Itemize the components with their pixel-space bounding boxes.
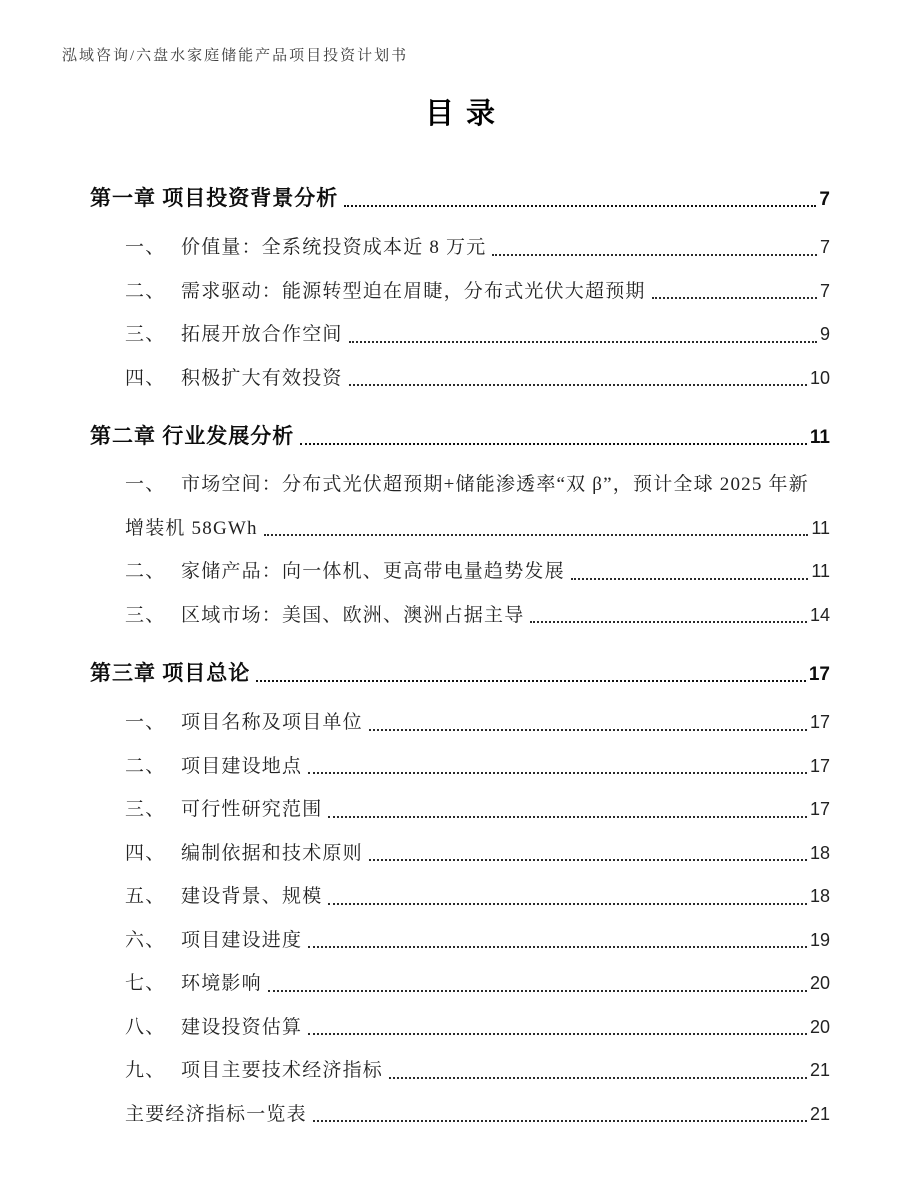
toc-item-row[interactable] [90,594,830,638]
item-number: 五、 [125,886,166,907]
item-label: 积极扩大有效投资 [181,367,343,389]
item-number: 二、 [125,280,166,302]
toc-item-row[interactable] [90,788,830,832]
item-number: 二、 [125,561,166,582]
page-number: 18 [809,842,830,863]
toc-chapter-row[interactable] [90,647,830,701]
item-number: 一、 [125,237,166,258]
toc-item-row[interactable] [90,1049,830,1093]
item-label: 市场空间：分布式光伏超预期+储能渗透率“双 β”，预计全球 2025 年新 [181,474,809,495]
toc-item-row[interactable] [90,832,830,876]
page-number: 17 [809,712,830,732]
item-number: 七、 [125,973,166,994]
page-number: 10 [809,367,830,388]
page-number: 20 [809,1016,830,1037]
page-number: 7 [819,280,830,301]
item-label-continuation: 增装机 58GWh [125,517,258,539]
dot-leader [256,680,806,682]
chapter-label: 第三章 项目总论 [90,661,251,685]
toc-item-row[interactable] [90,745,830,789]
item-label: 项目主要技术经济指标 [181,1060,384,1081]
item-number: 一、 [125,712,166,733]
toc-item-row[interactable] [90,464,830,507]
dot-leader [530,621,807,623]
dot-leader [349,341,817,343]
item-label: 区域市场：美国、欧洲、澳洲占据主导 [181,604,525,626]
dot-leader [308,1033,807,1035]
toc-item-row[interactable] [90,1006,830,1050]
dot-leader [369,859,807,861]
page-number: 17 [809,799,830,819]
item-label: 建设投资估算 [181,1016,303,1038]
item-number: 三、 [125,324,166,345]
toc-chapter-row[interactable] [90,410,830,464]
item-label: 可行性研究范围 [181,799,323,820]
item-number: 六、 [125,929,166,951]
item-number: 三、 [125,799,166,820]
item-label: 项目名称及项目单位 [181,712,363,733]
page-number: 11 [811,517,830,538]
dot-leader [571,578,809,580]
item-label: 拓展开放合作空间 [181,324,343,345]
toc-item-row[interactable] [90,226,830,270]
page-number: 7 [819,237,830,257]
item-label: 项目建设进度 [181,929,303,951]
page-number: 17 [808,664,830,685]
dot-leader [264,534,809,536]
toc-item-row[interactable] [90,701,830,745]
page-number: 7 [819,189,830,210]
table-of-contents [90,172,830,1136]
page-number: 21 [809,1103,830,1124]
toc-title: 目录 [424,98,507,130]
toc-item-row[interactable] [90,875,830,919]
item-label: 需求驱动：能源转型迫在眉睫，分布式光伏大超预期 [181,280,646,302]
page-number: 20 [809,973,830,993]
item-label: 价值量：全系统投资成本近 8 万元 [181,237,487,258]
item-label: 环境影响 [181,973,262,994]
dot-leader [369,729,807,731]
page-number: 21 [809,1060,830,1080]
document-header: 泓域咨询/六盘水家庭储能产品项目投资计划书 [62,48,409,64]
dot-leader [328,903,807,905]
item-number: 一、 [125,474,166,495]
item-number: 四、 [125,842,166,864]
page-number: 19 [809,929,830,950]
item-number: 二、 [125,755,166,777]
item-label: 建设背景、规模 [181,886,323,907]
item-number: 八、 [125,1016,166,1038]
dot-leader [300,443,807,445]
page-number: 17 [809,755,830,776]
dot-leader [308,946,807,948]
toc-item-row[interactable] [90,357,830,401]
chapter-label: 第一章 项目投资背景分析 [90,186,339,210]
dot-leader [328,816,807,818]
toc-item-row[interactable] [90,1093,830,1137]
item-label: 项目建设地点 [181,755,303,777]
item-label: 编制依据和技术原则 [181,842,363,864]
dot-leader [344,205,816,207]
page-number: 11 [809,427,830,448]
chapter-label: 第二章 行业发展分析 [90,424,295,448]
toc-item-row[interactable] [90,919,830,963]
page-number: 11 [811,561,830,581]
toc-chapter-row[interactable] [90,172,830,226]
toc-item-row[interactable] [90,550,830,594]
item-label: 家储产品：向一体机、更高带电量趋势发展 [181,561,565,582]
item-label: 主要经济指标一览表 [125,1103,307,1125]
dot-leader [349,384,807,386]
dot-leader [652,297,817,299]
dot-leader [389,1077,807,1079]
page-number: 18 [809,886,830,906]
item-number: 四、 [125,367,166,389]
dot-leader [313,1120,807,1122]
page-number: 9 [819,324,830,344]
toc-item-row[interactable] [90,962,830,1006]
dot-leader [492,254,817,256]
dot-leader [308,772,807,774]
toc-item-row[interactable] [90,313,830,357]
page-number: 14 [809,604,830,625]
item-number: 九、 [125,1060,166,1081]
toc-item-row[interactable] [90,270,830,314]
item-number: 三、 [125,604,166,626]
toc-item-row-continuation[interactable] [90,507,830,551]
dot-leader [268,990,807,992]
